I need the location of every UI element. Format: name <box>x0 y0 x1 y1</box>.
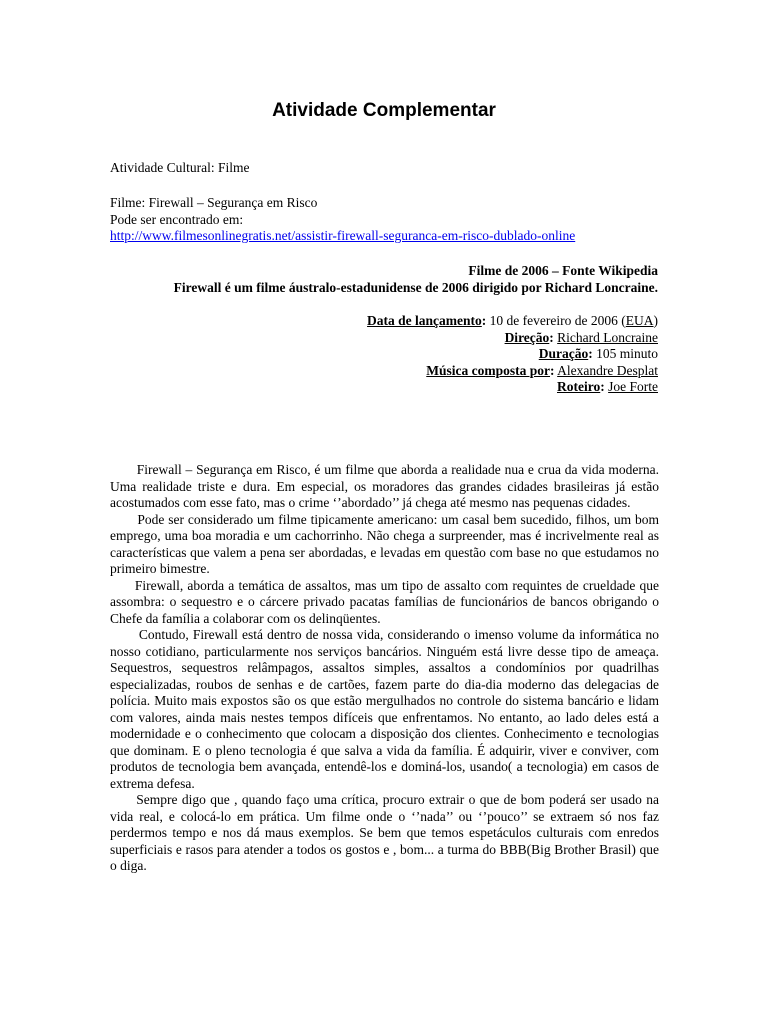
music-row: Música composta por: Alexandre Desplat <box>426 362 658 378</box>
script-label: Roteiro <box>557 379 601 394</box>
activity-line: Atividade Cultural: Filme <box>110 160 250 175</box>
music-label: Música composta por <box>426 362 551 378</box>
direction-label: Direção <box>504 329 550 345</box>
script-row: Roteiro: Joe Forte <box>557 379 658 394</box>
release-label: Data de lançamento <box>367 313 482 328</box>
review-body <box>110 462 659 875</box>
direction-value[interactable]: Richard Loncraine <box>557 329 658 345</box>
release-row: Data de lançamento: 10 de fevereiro de 2006 (EUA) <box>367 313 658 328</box>
release-value: 10 de fevereiro de 2006 ( <box>486 313 626 328</box>
source-block <box>58 263 658 296</box>
film-metadata <box>158 313 658 396</box>
duration-label: Duração <box>538 346 589 361</box>
paragraph: Firewall, aborda a temática de assaltos, mas um tipo de assalto com requintes de crueldade que assombra: o sequestro e o cárcere privado pacatas famílias de funcionários de bancos obrigando o Chefe da família a colaborar com os delinqüentes. <box>110 577 659 626</box>
film-link[interactable]: http://www.filmesonlinegratis.net/assistir-firewall-seguranca-em-risco-dublado-online <box>110 228 576 243</box>
summary-line: Firewall é um filme áustralo-estadunidense de 2006 dirigido por Richard Loncraine. <box>173 279 658 295</box>
paragraph: Pode ser considerado um filme tipicamente americano: um casal bem sucedido, filhos, um bom emprego, uma boa moradia e um cachorrinho. Não chega a surpreender, mas é incrivelmente real as características que valem a pena ser abordadas, e levadas em questão com base no que estudamos no primeiro bimestre. <box>110 511 659 576</box>
film-line: Filme: Firewall – Segurança em Risco <box>110 195 318 210</box>
paragraph: Firewall – Segurança em Risco, é um filme que aborda a realidade nua e crua da vida moderna. Uma realidade triste e dura. Em especial, os moradores das grandes cidades brasileiras já estão acostumados com esse fato, mas o crime ‘’abordado’’ já chega até mesmo nas pequenas cidades. <box>110 462 659 510</box>
direction-row: Direção: Richard Loncraine <box>504 329 658 345</box>
paragraph: Sempre digo que , quando faço uma crítica, procuro extrair o que de bom poderá ser usado na vida real, e colocá-lo em prática. Um filme onde o ‘’nada’’ ou ‘’pouco’’ se extraem só nos faz perdermos tempo e nos dá maus exemplos. Se bem que temos espetáculos culturais com enredos superficiais e rasos para atender a todos os gostos e , bom... a turma do BBB(Big Brother Brasil) que o diga. <box>110 792 659 873</box>
duration-value: 105 minuto <box>592 346 658 361</box>
found-at-label: Pode ser encontrado em: <box>110 211 244 227</box>
film-info <box>110 195 670 245</box>
paragraph: Contudo, Firewall está dentro de nossa vida, considerando o imenso volume da informática no nosso cotidiano, particularmente nos serviços bancários. Ninguém está livre desse tipo de ameaça. Sequestros, sequestros relâmpagos, assaltos simples, assaltos a condomínios por quadrilhas especializadas, roubos de senhas e de cartões, fazem parte do dia-dia moderno das delegacias de polícia. Muito mais expostos são os que estão mergulhados no controle do sistema bancário e lidam com valores, ainda mais nestes tempos difíceis que enfrentamos. No entanto, ao lado deles está a modernidade e o conhecimento que colocam a disposição dos clientes. Conhecimento e tecnologias que dominam. E o pleno tecnologia é que salva a vida da família. É adquirir, viver e conviver, com produtos de tecnologia bem avançada, entendê-los e dominá-los, usando( a tecnologia) em casos de extrema defesa. <box>110 627 659 791</box>
source-line: Filme de 2006 – Fonte Wikipedia <box>468 263 658 278</box>
page-title: Atividade Complementar <box>272 100 496 121</box>
script-value[interactable]: Joe Forte <box>608 379 658 394</box>
release-country[interactable]: EUA <box>625 313 654 328</box>
duration-row: Duração: 105 minuto <box>538 346 658 361</box>
music-value[interactable]: Alexandre Desplat <box>557 362 658 378</box>
